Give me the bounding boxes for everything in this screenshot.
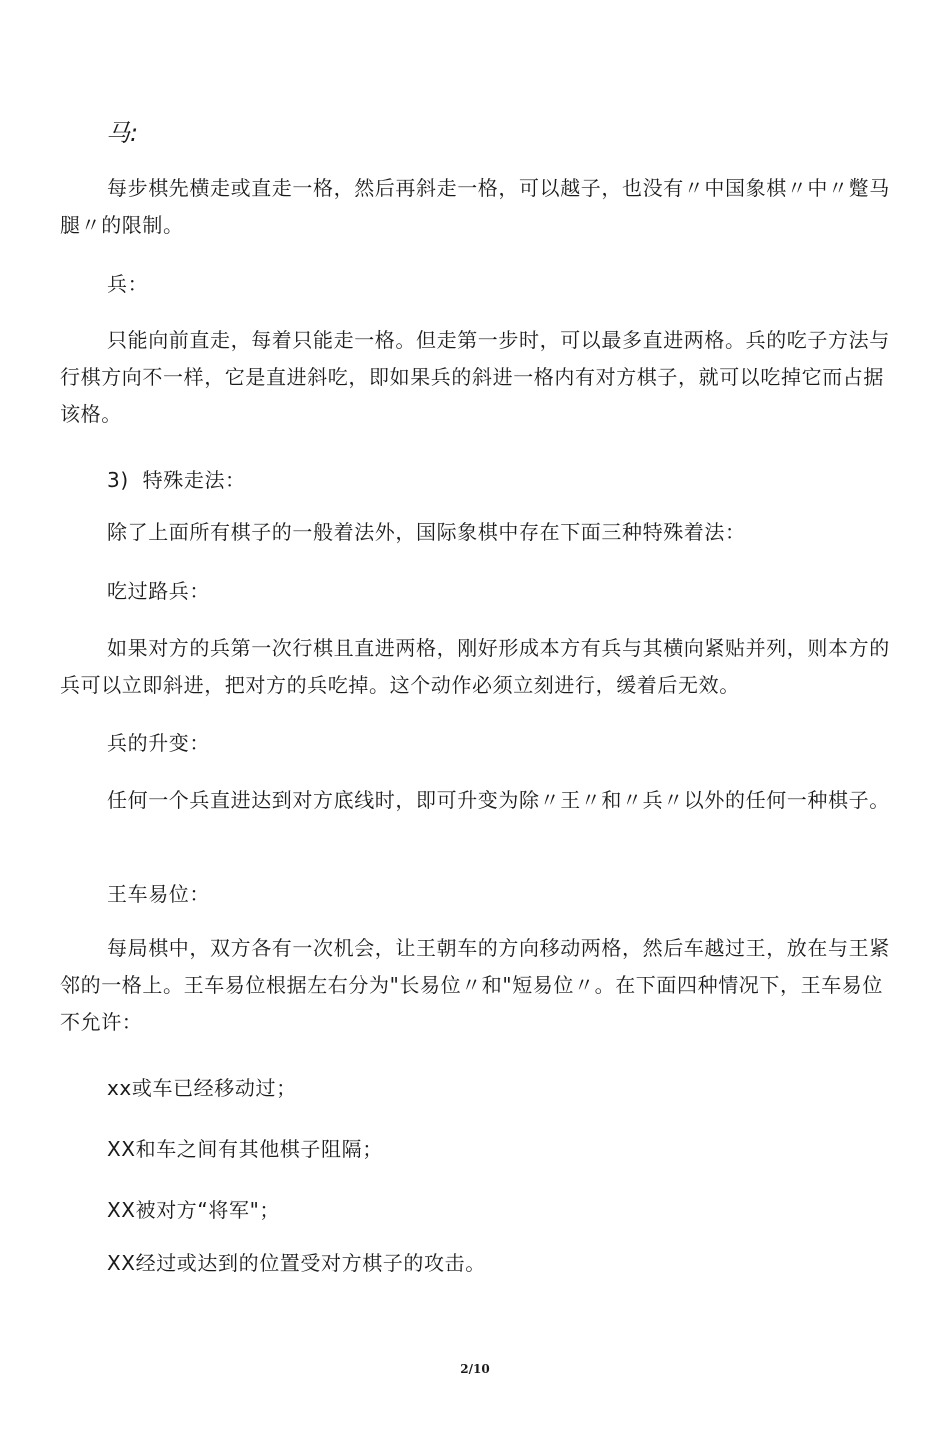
paragraph-condition-2: XX和车之间有其他棋子阻隔； xyxy=(107,1137,383,1161)
paragraph-castling-label: 王车易位： xyxy=(107,882,210,906)
paragraph-en-passant-desc: 如果对方的兵第一次行棋且直进两格，刚好形成本方有兵与其横向紧贴并列，则本方的兵可以立即斜进，把对方的兵吃掉。这个动作必须立刻进行，缓着后无效。 xyxy=(60,636,890,697)
paragraph-special-title: 3) 特殊走法： xyxy=(107,468,246,492)
paragraph-condition-3: XX被对方“将军"； xyxy=(107,1198,280,1222)
paragraph-condition-4: XX经过或达到的位置受对方棋子的攻击。 xyxy=(107,1251,486,1275)
heading-ma: 马: xyxy=(106,119,139,147)
paragraph-en-passant-label: 吃过路兵： xyxy=(107,579,210,603)
paragraph-promotion-desc: 任何一个兵直进达到对方底线时，即可升变为除〃王〃和〃兵〃以外的任何一种棋子。 xyxy=(107,788,890,812)
page-number: 2/10 xyxy=(460,1362,490,1376)
paragraph-bing-desc: 只能向前直走，每着只能走一格。但走第一步时，可以最多直进两格。兵的吃子方法与行棋方向不一样，它是直进斜吃，即如果兵的斜进一格内有对方棋子，就可以吃掉它而占据该格。 xyxy=(60,328,890,426)
paragraph-ma-desc: 每步棋先横走或直走一格，然后再斜走一格，可以越子，也没有〃中国象棋〃中〃蹩马腿〃的限制。 xyxy=(60,176,890,237)
paragraph-castling-desc: 每局棋中，双方各有一次机会，让王朝车的方向移动两格，然后车越过王，放在与王紧邻的一格上。王车易位根据左右分为"长易位〃和"短易位〃。在下面四种情况下，王车易位不允许： xyxy=(60,936,890,1034)
paragraph-condition-1: xx或车已经移动过； xyxy=(107,1076,297,1100)
paragraph-special-intro: 除了上面所有棋子的一般着法外，国际象棋中存在下面三种特殊着法： xyxy=(107,520,746,544)
paragraph-promotion-label: 兵的升变： xyxy=(107,731,210,755)
paragraph-bing-label: 兵： xyxy=(107,272,149,296)
